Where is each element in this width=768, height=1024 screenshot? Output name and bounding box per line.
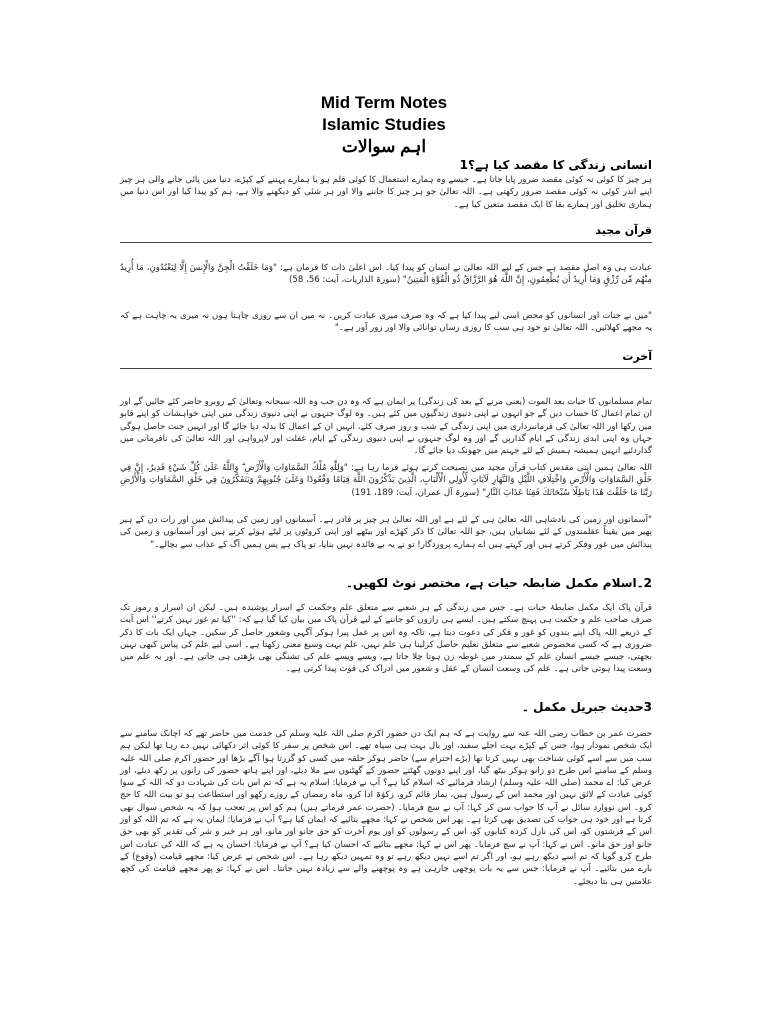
section-title: اہم سوالات (341, 137, 427, 156)
question-1-intro (120, 174, 652, 211)
akhirat-paragraph-2 (120, 462, 652, 499)
akhirat-divider (120, 368, 652, 369)
question-2-answer (120, 602, 652, 676)
akhirat-verse-text: اللہ تعالیٰ ہمیں اپنی مقدس کتاب قرآن مجید میں نصیحت کرتے ہوئے فرما رہا ہے: "وَلِلَّهِ مُلْكُ السَّمَاوَاتِ وَالْأَرْضِ ۗ وَاللَّهُ عَلَىٰ كُلِّ شَيْءٍ قَدِيرٌ، إِنَّ فِي خَلْقِ السَّمَاوَاتِ وَالْأَرْضِ وَاخْتِلَافِ اللَّيْلِ وَالنَّهَارِ لَآيَاتٍ لِّأُولِي الْأَلْبَابِ، الَّذِينَ يَذْكُرُونَ اللَّهَ قِيَامًا وَقُعُودًا وَعَلَىٰ جُنُوبِهِمْ وَيَتَفَكَّرُونَ فِي خَلْقِ السَّمَاوَاتِ وَالْأَرْضِ رَبَّنَا مَا خَلَقْتَ هَٰذَا بَاطِلًا سُبْحَانَكَ فَقِنَا عَذَابَ النَّارِ" (سورۃ آل عمران، آیت: 189، 191) (120, 463, 652, 498)
document-title: Mid Term Notes (320, 93, 448, 112)
question-1-heading: انسانی زندگی کا مقصد کیا ہے؟1 (459, 158, 652, 172)
akhirat-text-1: تمام مسلمانوں کا حیات بعد الموت (یعنی مرنے کے بعد کی زندگی) پر ایمان ہے کہ وہ دن جب وہ اللہ سبحانہ وتعالیٰ کے روبرو حاضر کئے جائیں گے اور ان تمام اعمال کا حساب دیں گے جو انہوں نے اپنی دنیوی زندگیوں میں کئے ہیں۔ وہ لوگ جنہوں نے اپنی دنیوی زندگی میں اپنی خواہشات کو اپنے قابو میں رکھا اور اللہ تعالیٰ کی فرمانبرداری میں اپنی زندگی کے شب و روز صرف کئے، انہیں ان کے اعمال کا بدلہ دیا جائے گا اور انہیں جنت حاصل ہوگی جہاں وہ اپنی ابدی زندگی کے ایام گذاریں گے اور وہ لوگ جنہوں نے اپنی دنیوی زندگی کے ایام، غفلت اور لاپرواہی اور اللہ تعالیٰ کی نافرمانی میں گذاردئیے انہیں ہمیشہ ہمیش کے لئے جہنم میں جھونک دیا جائے گا۔ (120, 397, 652, 457)
question-2-heading: 2۔اسلام مکمل ضابطہ حیات ہے، مختصر نوٹ لکھیں۔ (345, 576, 652, 590)
akhirat-translation-text: "آسمانوں اور زمین کی بادشاہی اللہ تعالیٰ ہی کے لئے ہے اور اللہ تعالیٰ ہر چیز پر قادر ہے۔ آسمانوں اور زمین کی پیدائش میں اور رات دن کے ہیر پھیر میں یقیناً عقلمندوں کے لئے نشانیاں ہیں، جو اللہ تعالیٰ کا ذکر کھڑے اور بیٹھے اور اپنی کروٹوں پر لیٹے ہوئے کرتے ہیں اور آسمانوں و زمین کی پیدائش میں غور وفکر کرتے ہیں اور کہتے ہیں اے ہمارے پروردگار! تو نے یہ بے فائدہ نہیں بنایا، تو پاک ہے پس ہمیں آگ کے عذاب سے بچالے۔" (120, 515, 652, 550)
quran-paragraph-1 (120, 262, 652, 287)
akhirat-heading: آخرت (622, 350, 652, 363)
question-3-answer-text: حضرت عمر بن خطاب رضی اللہ عنہ سے روایت ہے کہ ہم ایک دن حضور اکرم صلی اللہ علیہ وسلم کی خدمت میں حاضر تھے کہ اچانک سامنے سے ایک شخص نمودار ہوا، جس کے کپڑے بہت اجلے سفید، اور بال بہت ہی سیاہ تھے۔ اس شخص پر سفر کا کوئی اثر دکھائی نہیں دے رہا تھا لیکن ہم سب میں سے اسے کوئی شناخت بھی نہیں کرتا تھا (بڑے احترام سے) حاضر ہوکر حلقہ میں کسی کو گزرتا ہوا آگے بڑھا اور حضور اکرم صلی اللہ علیہ وسلم کے سامنے اس طرح دو زانو ہوکر بیٹھ گیا، اور اپنے دونوں گھٹنے حضور کے گھٹنوں سے ملا دیئے، اور اپنے ہاتھ حضور کی رانوں پر رکھ دیئے، اور عرض کیا: اے محمد (صلی اللہ علیہ وسلم) ارشاد فرمائیے کہ اسلام کیا ہے؟ آپ نے فرمایا: اسلام یہ ہے کہ تم اس بات کی شہادت دو کہ اللہ کے سوا کوئی عبادت کے لائق نہیں اور محمد اس کے رسول ہیں، نماز قائم کرو، زکوٰۃ ادا کرو، ماہ رمضان کے روزے رکھو اور استطاعت ہو تو بیت اللہ کا حج کرو۔ اس نووارد سائل نے آپ کا جواب سن کر کہا: آپ نے سچ فرمایا۔ (حضرت عمر فرماتے ہیں) ہم کو اس پر تعجب ہوا کہ یہ شخص سوال بھی کرتا ہے اور خود ہی جواب کی تصدیق بھی کرتا ہے۔ پھر اس شخص نے کہا: مجھے بتائیے کہ ایمان کیا ہے؟ آپ نے فرمایا: ایمان یہ ہے کہ تم اللہ کو اور اس کے فرشتوں کو، اس کی نازل کردہ کتابوں کو، اس کے رسولوں کو اور یوم آخرت کو حق جانو اور مانو، اور ہر خیر و شر کی تقدیر کو بھی حق جانو اور حق مانو۔ اس نے کہا: آپ نے سچ فرمایا۔ پھر اس نے کہا: مجھے بتائیے کہ احسان کیا ہے؟ آپ نے فرمایا: احسان یہ ہے کہ اللہ کی عبادت اس طرح کرو گویا کہ تم اسے دیکھ رہے ہو، اور اگر تم اسے نہیں دیکھ رہے تو وہ تمہیں دیکھ رہا ہے۔ اس شخص نے عرض کیا: مجھے قیامت (وقوع) کے بارے میں بتائیے۔ آپ نے فرمایا: جس سے یہ بات پوچھی جارہی ہے وہ پوچھنے والے سے زیادہ نہیں جانتا۔ اس نے کہا: تو پھر مجھے قیامت کی کچھ علامتیں ہی بتا دیجئے۔ (120, 729, 652, 887)
question-3-answer (120, 728, 652, 888)
quran-translation-text: "میں نے جنات اور انسانوں کو محض اسی لیے پیدا کیا ہے کہ وہ صرف میری عبادت کریں۔ نہ میں ان سے روزی چاہتا ہوں نہ میری یہ چاہت ہے کہ یہ مجھے کھلائیں۔ اللہ تعالیٰ تو خود ہی سب کا روزی رساں توانائی والا اور زور آور ہے۔" (120, 311, 652, 334)
quran-heading: قرآن مجید (595, 224, 652, 237)
akhirat-paragraph-3 (120, 514, 652, 551)
question-2-answer-text: قرآن پاک ایک مکمل ضابطۂ حیات ہے۔ جس میں زندگی کے ہر شعبے سے متعلق علم وحکمت کے اسرار پوشیدہ ہیں۔ لیکن ان اسرار و رموز تک صرف صاحب علم و حکمت ہی پہنچ سکتے ہیں۔ ایسے ہی رازوں کو جاننے کے لیے قرآن پاک میں بیان کیا گیا ہے کہ: ''کیا تم غور نہیں کرتے'' اس آیت کے ذریعے اللہ پاک اپنے بندوں کو غور و فکر کی دعوت دیتا ہے، تاکہ وہ اس پر عمل پیرا ہوکر آگہی وشعور حاصل کر سکیں۔ جہاں ایک بات کا ذکر ضروری ہے کہ کسی مخصوص شعبے سے متعلق تعلیم حاصل کرلینا ہی علم نہیں، علم بہت وسیع معنی رکھتا ہے۔ اسی لیے علم کی پیاس کبھی نہیں بجھتی، جیسے جیسے انسان علم کے سمندر میں غوطہ زن ہوتا چلا جاتا ہے، ویسے ویسے علم کی تشنگی بھی بڑھتی ہی جاتی ہے۔ اور یہ علم میں وسعت پیدا ہوتی جاتی ہے۔ علم کی وسعت انسان کے عقل و شعور میں ادراک کی قوت پیدا کرتی ہے۔ (120, 603, 652, 675)
quran-paragraph-2 (120, 310, 652, 335)
quran-divider (120, 242, 652, 243)
question-1-intro-text: ہر چیز کا کوئی نہ کوئی مقصد ضرور پایا جاتا ہے۔ جیسے وہ ہمارے استعمال کا کوئی قلم ہو یا ہمارے پہننے کے کپڑے، دنیا میں پائی جانے والی ہر چیز اپنے اندر کوئی نہ کوئی مقصد ضرور رکھتی ہے۔ اللہ تعالیٰ جو ہر چیز کا جاننے والا اور ہر شئی کو دیکھنے والا ہے، ہم کو پیدا کیا اور اس دنیا میں ہماری تخلیق اور ہمارے بقا کا ایک مقصد متعین کیا ہے۔ (120, 175, 652, 210)
subject-title: Islamic Studies (322, 115, 446, 134)
title-block (0, 92, 768, 158)
akhirat-paragraph-1 (120, 396, 652, 457)
question-3-heading: 3حدیث جبریل مکمل ۔ (521, 700, 652, 714)
quran-verse-text: عبادت ہی وہ اصل مقصد ہے جس کے لیے اللہ تعالیٰ نے انسان کو پیدا کیا۔ اس اعلیٰ ذات کا فرمان ہے: "وَمَا خَلَقْتُ الْجِنَّ وَالْإِنسَ إِلَّا لِيَعْبُدُونِ، مَا أُرِيدُ مِنْهُم مِّن رِّزْقٍ وَمَا أُرِيدُ أَن يُطْعِمُونِ، إِنَّ اللَّهَ هُوَ الرَّزَّاقُ ذُو الْقُوَّةِ الْمَتِينُ" (سورۃ الذاریات، آیت: 56، 58) (120, 263, 652, 286)
